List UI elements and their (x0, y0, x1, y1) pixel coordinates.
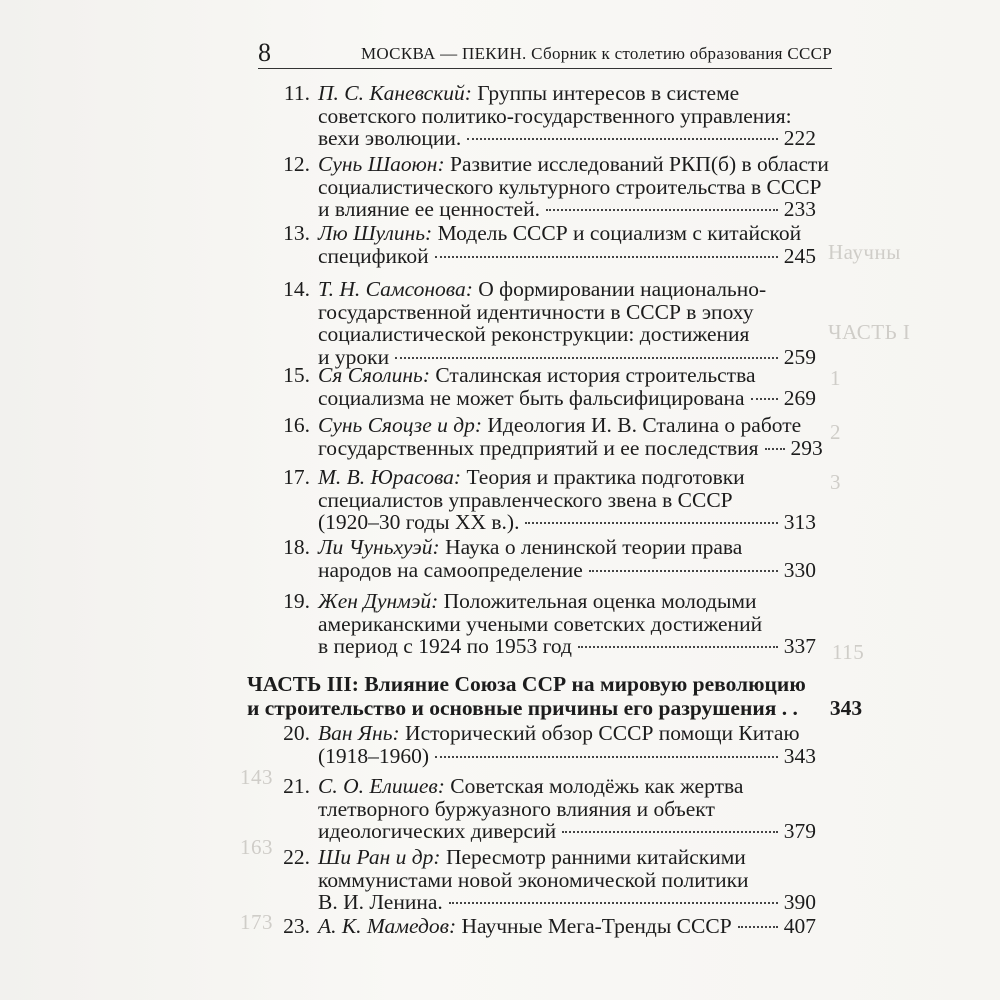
entry-title-line: Лю Шулинь: Модель СССР и социализм с китайской (318, 221, 802, 245)
entry-title-line: советского политико-государственного управления: (318, 103, 792, 128)
entry-last-line (318, 127, 816, 150)
leader-dots (751, 398, 778, 400)
entry-last-line (318, 387, 816, 410)
entry-number: 21. (283, 774, 310, 798)
entry-body (318, 846, 816, 914)
entry-author: Ли Чуньхуэй: (318, 535, 440, 559)
entry-title-line: В. И. Ленина. (318, 890, 443, 914)
entry-author: М. В. Юрасова: (318, 465, 462, 489)
entry-number: 14. (283, 277, 310, 301)
entry-title-line: американскими учеными советских достижений (318, 611, 763, 636)
toc-entry[interactable] (268, 722, 816, 767)
toc-entry[interactable] (268, 152, 829, 221)
entry-title-line: социалистического культурного строительства в СССР (318, 174, 822, 199)
entry-page: 330 (783, 557, 816, 582)
entry-number: 17. (283, 465, 310, 489)
entry-title-line: Сунь Шаоюн: Развитие исследований РКП(б) в области (318, 152, 829, 176)
running-header (258, 38, 832, 69)
entry-page: 343 (783, 743, 816, 768)
entry-number: 13. (283, 221, 310, 245)
entry-last-line (318, 245, 816, 268)
entry-title-line: М. В. Юрасова: Теория и практика подготовки (318, 465, 745, 489)
entry-page: 379 (783, 819, 816, 843)
toc-entry[interactable] (268, 846, 816, 914)
entry-number: 22. (283, 845, 310, 869)
entry-page: 233 (783, 197, 816, 221)
entry-body (318, 915, 816, 938)
running-title: МОСКВА — ПЕКИН. Сборник к столетию образования СССР (360, 44, 832, 63)
entry-number: 18. (283, 535, 310, 559)
entry-last-line (318, 511, 816, 534)
part-title-line: ЧАСТЬ III: Влияние Союза ССР на мировую революцию (247, 672, 806, 696)
entry-last-line (318, 915, 816, 938)
entry-page: 245 (783, 243, 816, 268)
page-number: 8 (258, 38, 271, 67)
entry-number: 19. (283, 589, 310, 613)
entry-body (318, 590, 816, 658)
toc-entry[interactable] (268, 82, 816, 150)
entry-last-line (318, 745, 816, 768)
entry-number: 16. (283, 413, 310, 437)
toc-entry[interactable] (268, 536, 816, 581)
entry-author: С. О. Елишев: (318, 774, 445, 798)
leader-dots (546, 209, 778, 211)
entry-title-line: (1918–1960) (318, 743, 430, 768)
entry-last-line (318, 820, 816, 843)
leader-dots (525, 522, 777, 524)
entry-author: Сунь Сяоцзе и др: (318, 413, 483, 437)
entry-title-line: вехи эволюции. (318, 126, 462, 150)
entry-author: А. К. Мамедов: (318, 914, 457, 938)
entry-title-line: Т. Н. Самсонова: О формировании национально- (318, 277, 767, 301)
entry-body (318, 536, 816, 581)
toc-entry[interactable] (268, 364, 816, 409)
entry-body (318, 278, 816, 368)
entry-number: 12. (283, 152, 310, 176)
leader-dots (578, 646, 778, 648)
entry-page: 313 (783, 510, 816, 534)
entry-title-line: Ли Чуньхуэй: Наука о ленинской теории права (318, 535, 743, 559)
toc-entry[interactable] (268, 915, 816, 938)
entry-body (318, 413, 823, 460)
entry-page: 269 (783, 385, 816, 410)
entry-page: 390 (783, 890, 816, 914)
entry-number: 11. (283, 81, 310, 105)
book-page: Научны ЧАСТЬ I 1 2 3 115 143 163 173 8 МОСКВА — ПЕКИН. Сборник к столетию образования СССР 11. П. С. Каневский: Группы интересов в системе советского политико-государственного управления: вехи эволюции. 222 12. Сунь Шаоюн: Развитие исследований РКП(б) в области социалистического культурного строительства в СССР и влияние ее ценностей. 233 13. Лю Шулинь: Модель СССР и социализм с китайской спецификой 245 14. Т. Н. Самсонова: О формировании национально- государственной идентичности в СССР в эпоху социалистической реконструкции: достижения и уроки 259 15. Ся Сяолинь: Сталинская история строительства социализма не может быть фальсифицирована 269 16. Сунь Сяоцзе и др: Идеология И. В. Сталина о работе государственных предприятий и ее последствия 293 17. М. В. Юрасова: Теория и практика подготовки специалистов управленческого звена в СССР (1920–30 годы XX в.). 313 18. Ли Чуньхуэй: Наука о ленинской теории права народов на самоопределение 330 19. Жен Дунмэй: Положительная оценка молодыми американскими учеными советских достижений в период с 1924 по 1953 год 337 20. Ван Янь: Исторический обзор СССР помощи Китаю (1918–1960) 343 21. С. О. Елишев: Советская молодёжь как жертва тлетворного буржуазного влияния и объект идеологических диверсий 379 22. Ши Ран и др: Пересмотр ранними китайскими коммунистами новой экономической политики В. И. Ленина. 390 23. А. К. Мамедов: Научные Мега-Тренды СССР 407 ЧАСТЬ III: Влияние Союза ССР на мировую революцию и строительство и основные причины его разрушения . . 343 (0, 0, 1000, 1000)
entry-last-line (318, 198, 816, 221)
part-title-last-line (247, 696, 863, 720)
entry-last-line (318, 891, 816, 914)
entry-author: Жен Дунмэй: (318, 589, 439, 613)
entry-number: 23. (283, 914, 310, 938)
entry-title-line: народов на самоопределение (318, 557, 583, 582)
entry-title-line: идеологических диверсий (318, 819, 557, 843)
entry-body (318, 722, 816, 767)
leader-dots (435, 256, 778, 258)
entry-title-line: Сунь Сяоцзе и др: Идеология И. В. Сталина о работе (318, 413, 802, 437)
leader-dots (589, 570, 778, 572)
entry-title-line: (1920–30 годы XX в.). (318, 510, 520, 534)
entry-title-line: коммунистами новой экономической политики (318, 867, 749, 892)
leader-dots (738, 926, 778, 928)
entry-author: Сунь Шаоюн: (318, 152, 445, 176)
entry-page: 337 (783, 634, 816, 658)
toc-entry[interactable] (268, 590, 816, 658)
entry-author: Лю Шулинь: (318, 221, 433, 245)
leader-dots (449, 902, 778, 904)
entry-author: Ван Янь: (318, 721, 400, 745)
toc-entry[interactable] (268, 775, 816, 843)
entry-title-line: А. К. Мамедов: Научные Мега-Тренды СССР (318, 914, 732, 938)
leader-dots (435, 756, 778, 758)
entry-number: 15. (283, 363, 310, 387)
entry-title-line: Жен Дунмэй: Положительная оценка молодыми (318, 589, 757, 613)
entry-title-line: и уроки (318, 344, 390, 369)
entry-last-line (318, 635, 816, 658)
leader-dots (765, 448, 785, 450)
entry-page: 259 (783, 344, 816, 369)
entry-body (318, 364, 816, 409)
entry-title-line: и влияние ее ценностей. (318, 197, 540, 221)
part-heading[interactable] (247, 672, 863, 720)
entry-page: 407 (783, 914, 816, 938)
toc-entry[interactable] (268, 222, 816, 267)
entry-title-line: тлетворного буржуазного влияния и объект (318, 796, 715, 821)
entry-author: П. С. Каневский: (318, 81, 472, 105)
entry-body (318, 152, 829, 221)
entry-title-line: Ши Ран и др: Пересмотр ранними китайскими (318, 845, 746, 869)
part-title-line: и строительство и основные причины его разрушения . . (247, 696, 798, 720)
part-page: 343 (829, 696, 863, 720)
entry-title-line: социализма не может быть фальсифицирована (318, 385, 745, 410)
entry-last-line (318, 559, 816, 582)
entry-number: 20. (283, 721, 310, 745)
entry-author: Ши Ран и др: (318, 845, 441, 869)
toc-entry[interactable] (268, 466, 816, 534)
entry-body (318, 466, 816, 534)
toc-entry[interactable] (268, 278, 816, 368)
entry-page: 222 (783, 126, 816, 150)
entry-title-line: социалистической реконструкции: достижения (318, 322, 750, 346)
leader-dots (395, 357, 778, 359)
toc-entry[interactable] (268, 413, 823, 460)
entry-title-line: спецификой (318, 243, 429, 268)
entry-title-line: С. О. Елишев: Советская молодёжь как жертва (318, 774, 744, 798)
entry-title-line: государственных предприятий и ее последствия (318, 435, 759, 460)
entry-author: Ся Сяолинь: (318, 363, 430, 387)
leader-dots (562, 831, 778, 833)
entry-title-line: Ван Янь: Исторический обзор СССР помощи Китаю (318, 721, 800, 745)
entry-title-line: государственной идентичности в СССР в эпоху (318, 299, 754, 324)
entry-page: 293 (790, 435, 823, 460)
entry-body (318, 82, 816, 150)
entry-title-line: в период с 1924 по 1953 год (318, 634, 572, 658)
leader-dots (467, 138, 777, 140)
entry-body (318, 775, 816, 843)
entry-body (318, 222, 816, 267)
entry-title-line: специалистов управленческого звена в СССР (318, 487, 733, 512)
entry-title-line: Ся Сяолинь: Сталинская история строительства (318, 363, 756, 387)
entry-title-line: П. С. Каневский: Группы интересов в системе (318, 81, 740, 105)
entry-last-line (318, 435, 823, 460)
entry-author: Т. Н. Самсонова: (318, 277, 473, 301)
